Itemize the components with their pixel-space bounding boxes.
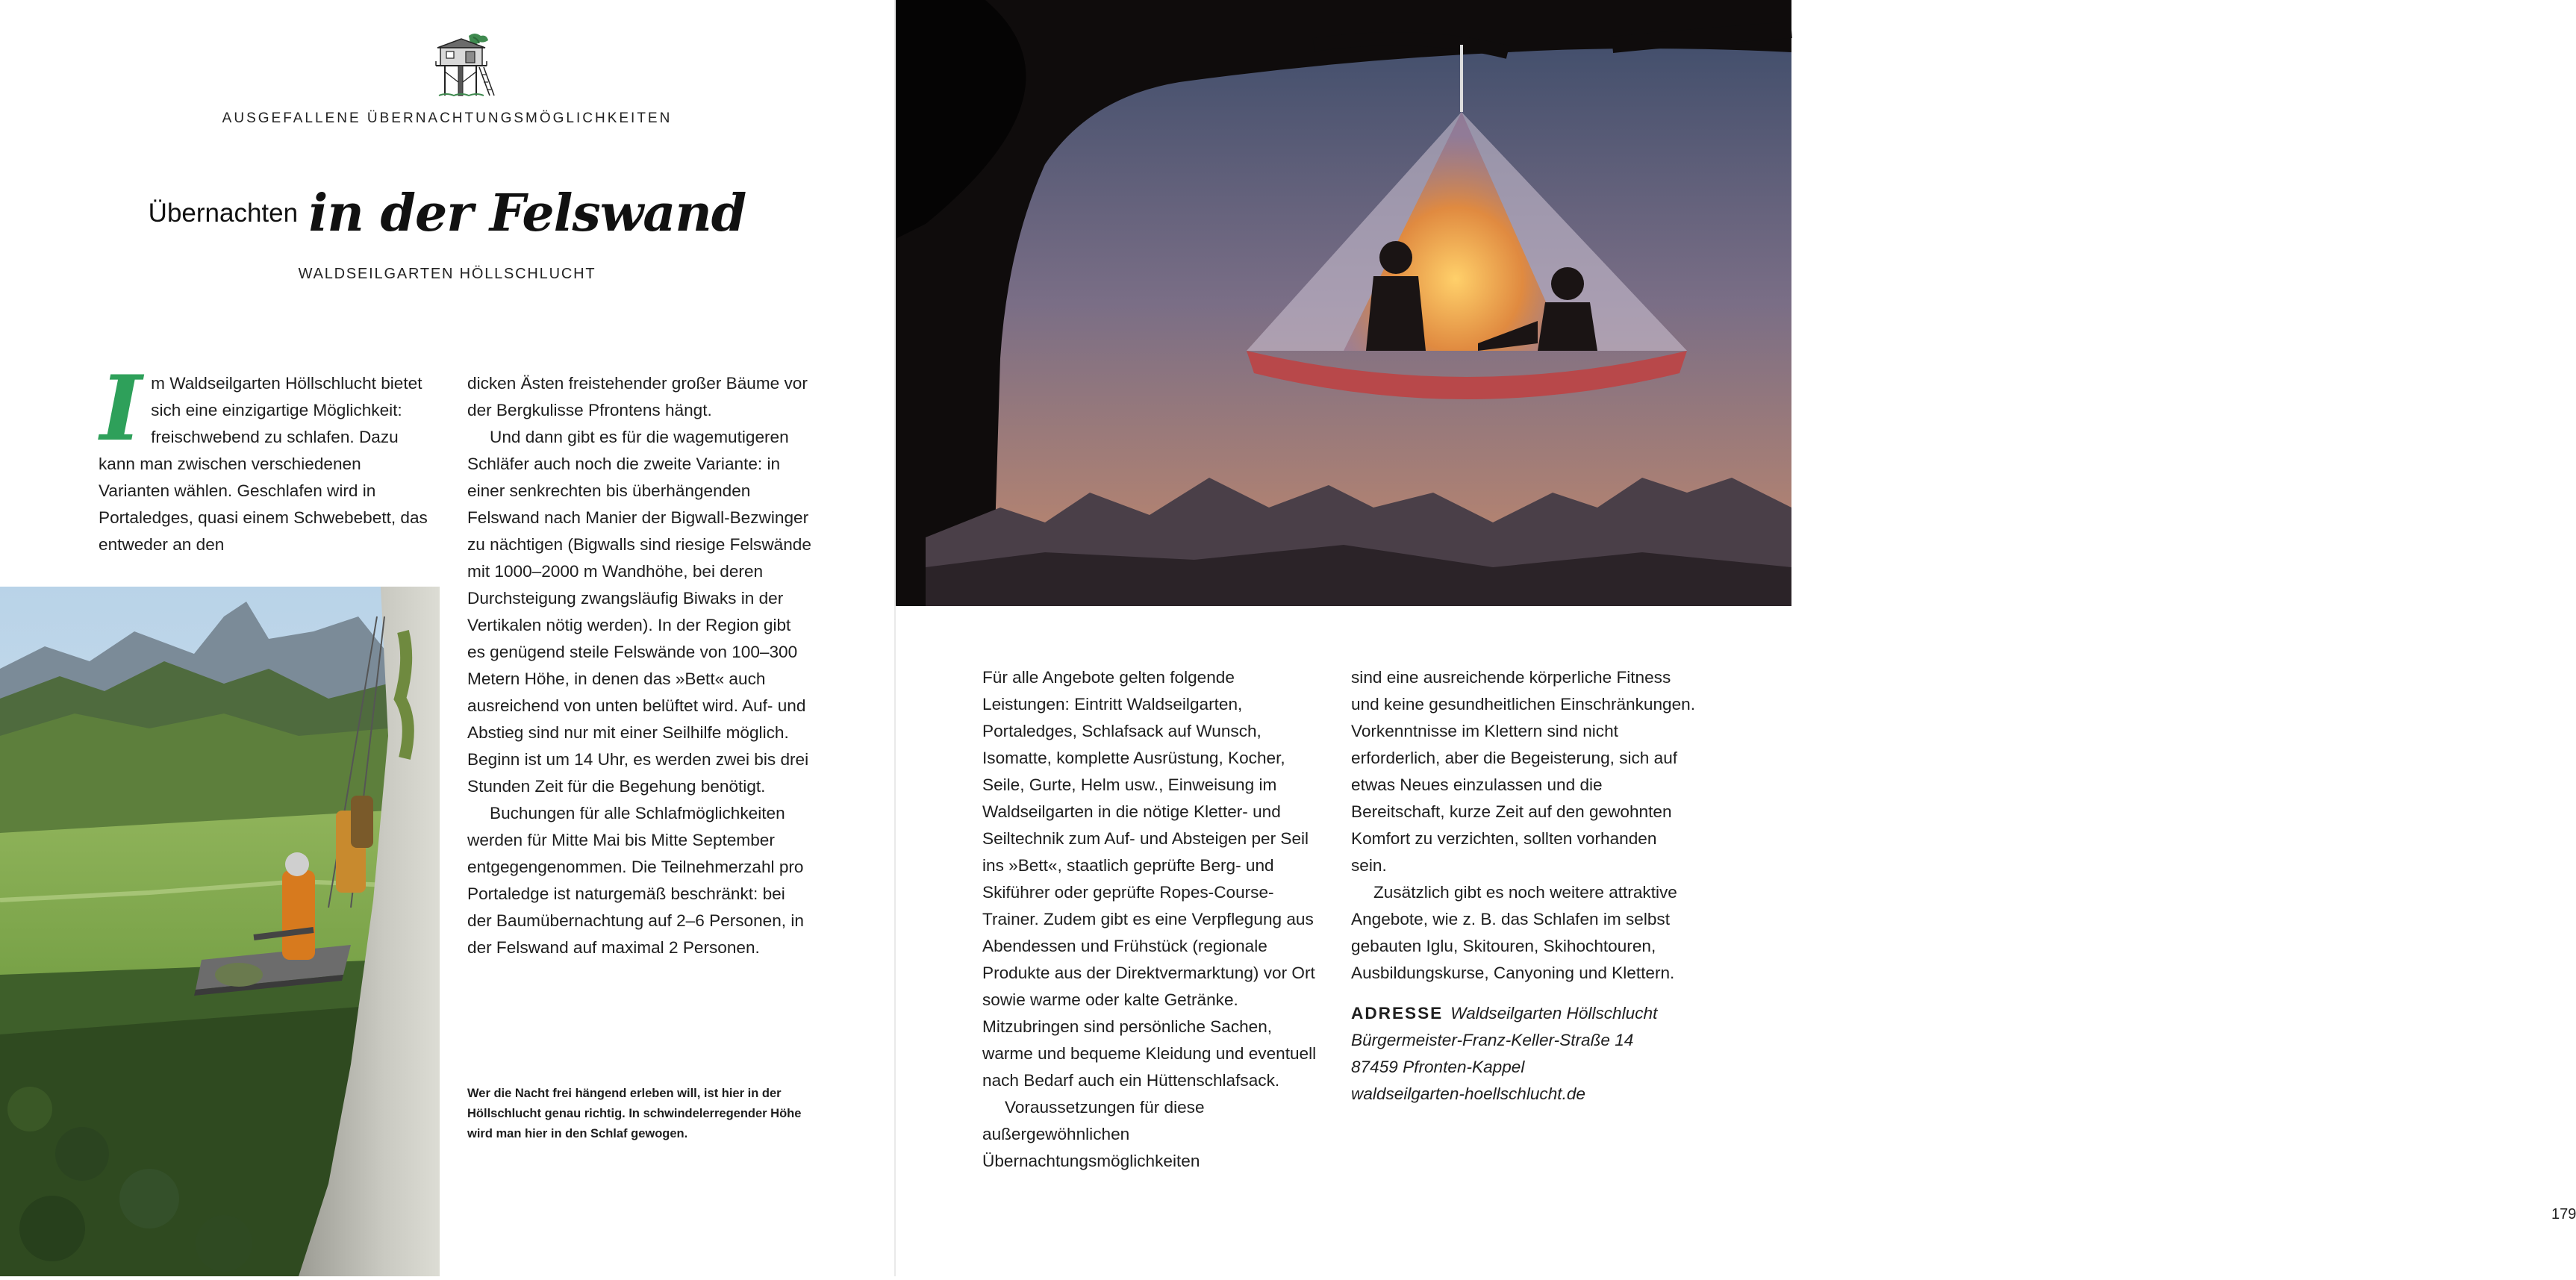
paragraph: Voraussetzungen für diese außergewöhnlichen Übernachtungsmöglichkeiten	[982, 1098, 1205, 1170]
paragraph: Und dann gibt es für die wagemutigeren Schläfer auch noch die zweite Variante: in einer senkrechten bis überhängenden Felswand nach Manier der Bigwall-Bezwinger zu nächtigen (Bigwalls sind riesige Felswände mit 1000–2000 m Wandhöhe, bei deren Durchsteigung zwangsläufig Biwaks in der Vertikalen nötig werden). In der Region gibt es genügend steile Felswände von 100–300 Metern Höhe, in denen das »Bett« auch ausreichend von unten belüftet wird. Auf- und Abstieg sind nur mit einer Seilhilfe möglich. Beginn ist um 14 Uhr, es werden zwei bis drei Stunden Zeit für die Begehung benötigt.	[467, 428, 811, 796]
hanging-tent-photo	[896, 0, 1791, 606]
text-column-3	[982, 664, 1317, 1175]
text-column-2	[467, 370, 812, 961]
left-page	[0, 0, 894, 1276]
paragraph: Für alle Angebote gelten folgende Leistungen: Eintritt Waldseilgarten, Portaledges, Schlafsack auf Wunsch, Isomatte, komplette Ausrüstung, Kocher, Seile, Gurte, Helm usw., Einweisung im Waldseilgarten in die nötige Kletter- und Seiltechnik zum Auf- und Absteigen per Seil ins »Bett«, staatlich geprüfte Berg- und Skiführer oder geprüfte Ropes-Course-Trainer. Zudem gibt es eine Verpflegung aus Abendessen und Frühstück (regionale Produkte aus der Direktvermarktung) vor Ort sowie warme oder kalte Getränke. Mitzubringen sind persönliche Sachen, warme und bequeme Kleidung und eventuell nach Bedarf auch ein Hüttenschlafsack.	[982, 668, 1317, 1090]
drop-cap: I	[100, 356, 143, 461]
right-page	[896, 0, 2576, 1276]
address-line: 87459 Pfronten-Kappel	[1351, 1058, 1525, 1076]
treehouse-logo-icon	[424, 30, 496, 99]
address-website: waldseilgarten-hoellschlucht.de	[1351, 1084, 1585, 1103]
paragraph: m Waldseilgarten Höllschlucht bietet sich eine einzigartige Möglichkeit: freischwebend zu schlafen. Dazu kann man zwischen verschiedenen Varianten wählen. Geschlafen wird in Portaledges, quasi einem Schwebebett, das entweder an den	[99, 374, 428, 554]
text-column-1	[99, 356, 433, 558]
paragraph: Zusätzlich gibt es noch weitere attraktive Angebote, wie z. B. das Schlafen im selbst gebauten Iglu, Skitouren, Skihochtouren, Ausbildungskurse, Canyoning und Klettern.	[1351, 883, 1677, 982]
address-line: Bürgermeister-Franz-Keller-Straße 14	[1351, 1031, 1634, 1049]
page-title	[0, 184, 894, 243]
photo-caption: Wer die Nacht frei hängend erleben will, ist hier in der Höllschlucht genau richtig. In schwindelerregender Höhe wird man hier in den Schlaf gewogen.	[467, 1087, 802, 1140]
text-column-4	[1351, 664, 1696, 1108]
address-label: ADRESSE	[1351, 1004, 1444, 1023]
page-number: 179	[2551, 1206, 2576, 1223]
page-subtitle: WALDSEILGARTEN HÖLLSCHLUCHT	[298, 266, 596, 282]
paragraph: Buchungen für alle Schlafmöglichkeiten werden für Mitte Mai bis Mitte September entgegengenommen. Die Teilnehmerzahl pro Portaledge ist naturgemäß beschränkt: bei der Baumübernachtung auf 2–6 Personen, in der Felswand auf maximal 2 Personen.	[467, 804, 804, 957]
title-plain: Übernachten	[148, 199, 299, 228]
title-script: in der Felswand	[308, 184, 746, 243]
paragraph: dicken Ästen freistehender großer Bäume vor der Bergkulisse Pfrontens hängt.	[467, 374, 808, 419]
paragraph: sind eine ausreichende körperliche Fitness und keine gesundheitlichen Einschränkungen. Vorkenntnisse im Klettern sind nicht erforderlich, aber die Begeisterung, sich auf etwas Neues einzulassen und die Bereitschaft, kurze Zeit auf den gewohnten Komfort zu verzichten, sollten vorhanden sein.	[1351, 668, 1695, 875]
address-line: Waldseilgarten Höllschlucht	[1450, 1004, 1658, 1023]
portaledge-cliff-photo	[0, 587, 440, 1276]
address-block	[1351, 1000, 1696, 1108]
category-label: AUSGEFALLENE ÜBERNACHTUNGSMÖGLICHKEITEN	[222, 110, 673, 126]
